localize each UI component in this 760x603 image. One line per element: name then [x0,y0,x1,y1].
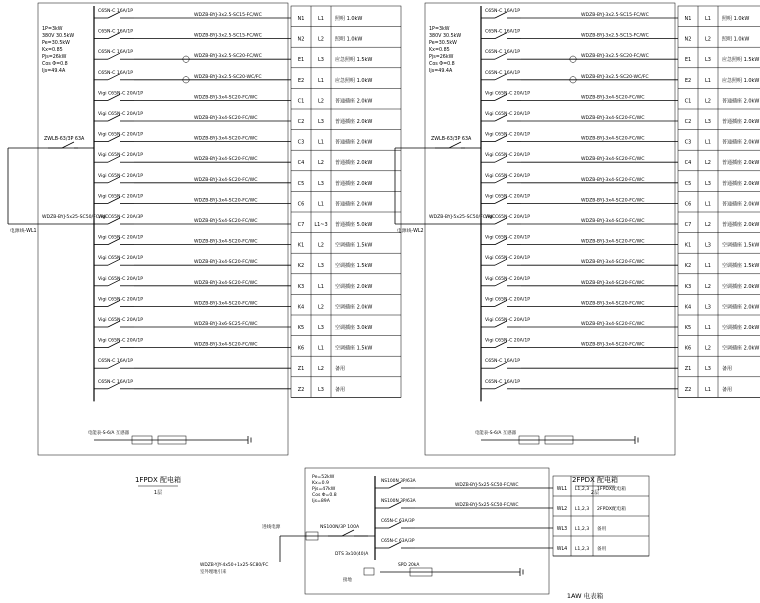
main-switch [449,142,461,148]
cable-label: WDZB-BYJ-3x4-SC20-FC/WC [581,177,645,183]
load-label: 应急照明 1.0kW [722,77,760,84]
breaker-label: C65N-C 16A/1P [485,379,521,385]
load-label: 普通插座 2.0kW [722,119,760,125]
circuit-id: C7 [297,222,305,228]
aw-meter-label: DTS 3x10(40)A [335,552,369,557]
aw-panel-title: 1AW 电表箱 [566,592,604,600]
aw-feeder-cable: WDZB-YJY-4x50+1x25-SC80/FC [200,563,269,568]
breaker-label: C65N-C 16A/1P [485,29,521,35]
cable-label: WDZB-BYJ-3x4-SC20-FC/WC [194,260,258,266]
cable-label: WDZB-BYJ-3x4-SC20-FC/WC [194,157,258,163]
aw-load-label: 2FPDX配电箱 [597,507,626,512]
circuit-id: C6 [684,201,692,208]
cable-label: WDZB-BYJ-3x4-SC20-FC/WC [194,177,258,183]
breaker-label: Vigi C65N-C 20A/1P [98,173,144,179]
load-label: 应急照明 1.0kW [335,77,373,84]
circuit-id: C5 [684,180,692,187]
aw-phase-label: L1,2,3 [574,507,590,512]
load-label: 应急照明 1.5kW [335,57,373,64]
breaker-label: C65N-C 16A/1P [98,9,134,14]
meter-note: 电能表-S-6/A 互感器 [475,431,516,436]
aw-spd-label: SPD 20kA [398,563,420,568]
aw-main-switch [342,530,354,536]
aw-circuit-id: WL2 [556,507,568,512]
circuit-id: K4 [297,304,305,311]
load-label: 普通插座 2.0kW [722,201,760,208]
load-label: 照明 1.0kW [335,36,363,43]
incoming-spec: 1P=3kW [42,27,63,32]
aw-main-switch-label: NS100N/3P 100A [320,525,360,530]
circuit-id: N2 [684,36,692,43]
aw-circuit-id: WL3 [556,527,568,532]
cable-label: WDZB-BYJ-3x4-SC20-FC/WC [581,322,645,327]
circuit-id: C1 [297,98,305,105]
cable-label: WDZB-BYJ-3x4-SC20-FC/WC [194,342,258,348]
aw-load-label: 1FPDX配电箱 [597,487,626,492]
cable-label: WDZB-BYJ-3x2.5-SC20-FC/WC [581,54,649,60]
feeder-cable-label: WDZB-BYJ-5x25-SC50/FC/WC [42,215,109,220]
load-label: 照明 1.0kW [722,16,750,22]
phase-label: L1 [318,16,324,22]
circuit-id: C5 [297,180,305,187]
aw-breaker-label: C65N-C 63A/3P [381,519,415,524]
cable-label: WDZB-BYJ-3x6-SC25-FC/WC [194,322,258,327]
circuit-id: K4 [684,304,692,311]
phase-label: L2 [705,98,711,105]
aw-breaker-label: NS100N 3P/63A [381,499,416,504]
breaker-label: Vigi C65N-C 20A/1P [98,318,144,323]
breaker-label: C65N-C 16A/1P [98,70,134,76]
breaker-label: Vigi C65N-C 20A/1P [485,215,531,220]
incoming-spec: 1P=3kW [429,27,450,32]
aw-breaker-label: NS100N 3P/63A [381,479,416,484]
cable-label: WDZB-BYJ-3x4-SC20-FC/WC [194,280,258,286]
phase-label: L1 [318,77,324,84]
breaker-label: Vigi C65N-C 20A/1P [485,112,531,117]
phase-label: L3 [318,119,324,125]
phase-label: L2 [318,160,324,167]
circuit-id: K1 [297,242,305,249]
main-switch-label: ZWLB-63/3P 63A [44,137,85,142]
aw-phase-label: L1,2,3 [574,487,590,492]
aw-load-label: 备用 [597,527,607,532]
phase-label: L1 [318,139,324,146]
load-label: 空调插座 1.5kW [335,345,373,352]
breaker-label: Vigi C65N-C 20A/1P [98,297,144,303]
circuit-id: E1 [297,57,305,64]
aw-breaker-label: C65N-C 63A/3P [381,539,415,544]
load-label: 普通插座 2.0kW [335,98,373,105]
circuit-id: Z1 [684,366,692,373]
phase-label: L1 [705,139,711,146]
breaker-label: Vigi C65N-C 20A/1P [485,235,531,241]
breaker-label: Vigi C65N-C 20A/1P [485,318,531,323]
breaker-label: Vigi C65N-C 20A/1P [485,256,531,262]
circuit-id: C7 [684,222,692,228]
cable-label: WDZB-BYJ-3x4-SC20-FC/WC [581,136,645,142]
load-label: 普通插座 5.0kW [335,222,373,228]
cable-label: WDZB-BYJ-3x2.5-SC20-WC/FC [581,74,649,80]
load-label: 应急照明 1.5kW [722,57,760,64]
breaker-label: Vigi C65N-C 20A/1P [98,153,144,159]
load-label: 普通插座 2.0kW [335,119,373,125]
breaker-label: Vigi C65N-C 20A/1P [98,91,144,97]
breaker-label: C65N-C 16A/1P [98,29,134,35]
cable-label: WDZB-BYJ-3x2.5-SC20-FC/WC [194,54,262,60]
breaker-label: C65N-C 16A/1P [485,50,521,56]
circuit-id: Z1 [297,366,305,373]
phase-label: L2 [318,304,324,311]
load-label: 照明 1.0kW [722,36,750,43]
circuit-id: K2 [297,263,305,270]
circuit-id: C2 [684,119,692,125]
power-source-label: 电源线-WL2 [397,229,424,234]
load-label: 空调插座 2.0kW [722,345,760,352]
cable-label: WDZB-BYJ-5x4-SC20-FC/WC [194,219,258,224]
breaker-label: Vigi C65N-C 20A/1P [98,338,144,344]
load-label: 空调插座 2.0kW [335,283,373,290]
load-label: 普通插座 2.0kW [335,201,373,208]
phase-label: L3 [705,180,711,187]
aw-cable-label: WDZB-BYJ-5x25-SC50-FC/WC [455,483,519,488]
load-label: 空调插座 3.0kW [335,325,373,331]
aw-spec: Pjs=47kW [312,487,336,492]
main-switch-label: ZWLB-63/3P 63A [431,137,472,142]
breaker-label: Vigi C65N-C 20A/1P [98,132,144,138]
breaker-label: Vigi C65N-C 20A/1P [485,173,531,179]
phase-label: L2 [705,283,711,290]
breaker-label: C65N-C 16A/1P [485,70,521,76]
phase-label: L1 [705,263,711,270]
aw-spec: Cos Φ=0.8 [312,493,337,498]
load-label: 普通插座 2.0kW [722,98,760,105]
incoming-spec: Pe=30.5kW [42,41,70,46]
power-source-label: 电源线-WL1 [10,229,37,234]
cable-label: WDZB-BYJ-3x4-SC20-FC/WC [581,239,645,245]
cable-label: WDZB-BYJ-3x4-SC20-FC/WC [194,136,258,142]
circuit-id: E2 [684,77,692,84]
main-switch [62,142,74,148]
circuit-id: K1 [684,242,692,249]
feeder-cable-label: WDZB-BYJ-5x25-SC50/FC/WC [429,215,496,220]
phase-label: L3 [318,386,324,393]
cable-label: WDZB-BYJ-3x4-SC20-FC/WC [194,239,258,245]
phase-label: L1 [318,345,324,352]
load-label: 照明 1.0kW [335,16,363,22]
breaker-label: Vigi C65N-C 20A/1P [98,112,144,117]
aw-phase-label: L1,2,3 [574,547,590,552]
cable-label: WDZB-BYJ-3x2.5-SC15-FC/WC [194,33,262,39]
cable-label: WDZB-BYJ-3x4-SC20-FC/WC [194,301,258,307]
load-label: 备用 [722,366,733,373]
cable-label: WDZB-BYJ-3x4-SC20-FC/WC [581,301,645,307]
breaker-label: Vigi C65N-C 20A/1P [98,235,144,241]
phase-label: L1 [705,325,711,331]
load-label: 空调插座 1.5kW [722,242,760,249]
phase-label: L2 [318,366,324,373]
incoming-spec: Pe=30.5kW [429,41,457,46]
circuit-id: K6 [297,345,305,352]
circuit-id: C3 [297,139,305,146]
load-label: 备用 [722,386,733,393]
load-label: 备用 [335,366,346,373]
circuit-id: K2 [684,263,692,270]
load-label: 空调插座 2.0kW [722,304,760,311]
incoming-spec: Kx=0.85 [42,48,63,53]
circuit-id: C2 [297,119,305,125]
cable-label: WDZB-BYJ-3x4-SC20-FC/WC [581,157,645,163]
breaker-label: Vigi C65N-C 20A/1P [485,153,531,159]
phase-label: L3 [705,242,711,249]
breaker-label: Vigi C65N-C 20A/1P [98,194,144,200]
aw-phase-label: L1,2,3 [574,527,590,532]
breaker-label: Vigi C65N-C 20A/1P [98,276,144,282]
aw-cable-label: WDZB-BYJ-5x25-SC50-FC/WC [455,503,519,508]
phase-label: L3 [705,119,711,125]
circuit-id: C4 [297,160,305,167]
load-label: 空调插座 2.0kW [335,304,373,311]
load-label: 空调插座 1.5kW [335,263,373,270]
phase-label: L3 [318,263,324,270]
load-label: 普通插座 2.0kW [722,222,760,228]
load-label: 空调插座 1.5kW [335,242,373,249]
circuit-id: C6 [297,201,305,208]
cable-label: WDZB-BYJ-3x2.5-SC20-WC/FC [194,74,262,80]
circuit-id: C1 [684,98,692,105]
circuit-id: N1 [684,16,692,22]
phase-label: L2 [705,345,711,352]
aw-spec: Pe=52kW [312,475,335,480]
phase-label: L2 [705,36,711,43]
phase-label: L2 [318,242,324,249]
incoming-spec: Kx=0.85 [429,48,450,53]
aw-spd-box [364,568,374,575]
cable-label: WDZB-BYJ-3x4-SC20-FC/WC [581,116,645,121]
breaker-label: Vigi C65N-C 20A/1P [485,297,531,303]
cable-label: WDZB-BYJ-3x2.5-SC15-FC/WC [194,13,262,18]
cable-label: WDZB-BYJ-3x2.5-SC15-FC/WC [581,33,649,39]
circuit-id: N2 [297,36,305,43]
breaker-label: C65N-C 16A/1P [485,359,521,365]
cable-label: WDZB-BYJ-3x4-SC20-FC/WC [194,95,258,101]
meter-note: 电能表-S-6/A 互感器 [88,431,129,436]
panel-title: 1FPDX 配电箱 [134,476,182,484]
breaker-label: Vigi C65N-C 20A/1P [98,256,144,262]
load-label: 普通插座 2.0kW [335,180,373,187]
phase-label: L2 [705,160,711,167]
cable-label: WDZB-BYJ-3x4-SC20-FC/WC [581,198,645,204]
circuit-id: Z2 [297,386,305,393]
incoming-spec: Cos Φ=0.8 [42,62,68,67]
circuit-id: K3 [684,283,692,290]
load-label: 普通插座 2.0kW [335,160,373,167]
circuit-id: C4 [684,160,692,167]
load-label: 普通插座 2.0kW [335,139,373,146]
circuit-id: E2 [297,77,305,84]
breaker-label: Vigi C65N-C 20A/1P [485,194,531,200]
breaker-label: C65N-C 16A/1P [98,379,134,385]
phase-label: L1 [705,201,711,208]
incoming-spec: Ijs=49.4A [429,69,453,74]
cable-label: WDZB-BYJ-3x4-SC20-FC/WC [581,219,645,224]
phase-label: L1 [318,201,324,208]
aw-spec: Kx=0.9 [312,481,329,486]
incoming-spec: Cos Φ=0.8 [429,62,455,67]
phase-label: L1 [318,283,324,290]
phase-label: L3 [705,304,711,311]
cable-label: WDZB-BYJ-3x4-SC20-FC/WC [581,342,645,348]
phase-label: L2 [318,98,324,105]
circuit-id: K6 [684,345,692,352]
circuit-id: K3 [297,283,305,290]
incoming-spec: Pjs=26kW [42,55,67,60]
breaker-label: Vigi C65N-C 20A/1P [485,132,531,138]
aw-circuit-id: WL4 [556,547,568,552]
aw-ground-note: 接地 [343,578,352,583]
breaker-label: Vigi C65N-C 20A/1P [485,338,531,344]
panel-subtitle: 2层 [590,490,600,496]
phase-label: L3 [705,366,711,373]
load-label: 空调插座 2.0kW [722,325,760,331]
phase-label: L3 [318,57,324,64]
phase-label: L1~3 [314,222,328,228]
panel-subtitle: 1层 [153,490,163,496]
breaker-label: C65N-C 16A/1P [98,50,134,56]
phase-label: L1 [705,386,711,393]
phase-label: L3 [705,57,711,64]
aw-feeder-note: 室外埋地引来 [200,570,227,575]
phase-label: L2 [318,36,324,43]
load-label: 普通插座 2.0kW [722,160,760,167]
incoming-spec: Pjs=26kW [429,55,454,60]
phase-label: L3 [318,180,324,187]
cable-label: WDZB-BYJ-3x4-SC20-FC/WC [581,280,645,286]
panel-title: 2FPDX 配电箱 [571,476,619,484]
panel-frame [425,3,675,455]
circuit-id: Z2 [684,386,692,393]
cable-label: WDZB-BYJ-3x2.5-SC15-FC/WC [581,13,649,18]
aw-power-label: 进线电源 [262,525,281,530]
panel-frame [38,3,288,455]
phase-label: L3 [318,325,324,331]
circuit-id: K5 [684,325,692,331]
load-label: 备用 [335,386,346,393]
aw-spec: Ijs=89A [312,499,330,504]
load-label: 空调插座 1.5kW [722,263,760,270]
phase-label: L1 [705,16,711,22]
cable-label: WDZB-BYJ-3x4-SC20-FC/WC [581,260,645,266]
aw-load-label: 备用 [597,547,607,552]
breaker-label: Vigi C65N-C 20A/1P [485,91,531,97]
incoming-spec: 380V 30.5kW [42,34,75,39]
breaker-label: Vigi C65N-C 20A/1P [485,276,531,282]
breaker-label: C65N-C 16A/1P [98,359,134,365]
circuit-id: K5 [297,325,305,331]
breaker-label: C65N-C 16A/1P [485,9,521,14]
cable-label: WDZB-BYJ-3x4-SC20-FC/WC [194,198,258,204]
cable-label: WDZB-BYJ-3x4-SC20-FC/WC [581,95,645,101]
incoming-spec: 380V 30.5kW [429,34,462,39]
aw-circuit-id: WL1 [556,487,568,492]
breaker-label: Vigi C65N-C 20A/3P [98,215,144,220]
load-label: 空调插座 2.0kW [722,283,760,290]
load-label: 普通插座 2.0kW [722,180,760,187]
cable-label: WDZB-BYJ-3x4-SC20-FC/WC [194,116,258,121]
circuit-id: N1 [297,16,305,22]
incoming-spec: Ijs=49.4A [42,69,66,74]
phase-label: L1 [705,77,711,84]
circuit-id: C3 [684,139,692,146]
circuit-id: E1 [684,57,692,64]
phase-label: L2 [705,222,711,228]
load-label: 普通插座 2.0kW [722,139,760,146]
